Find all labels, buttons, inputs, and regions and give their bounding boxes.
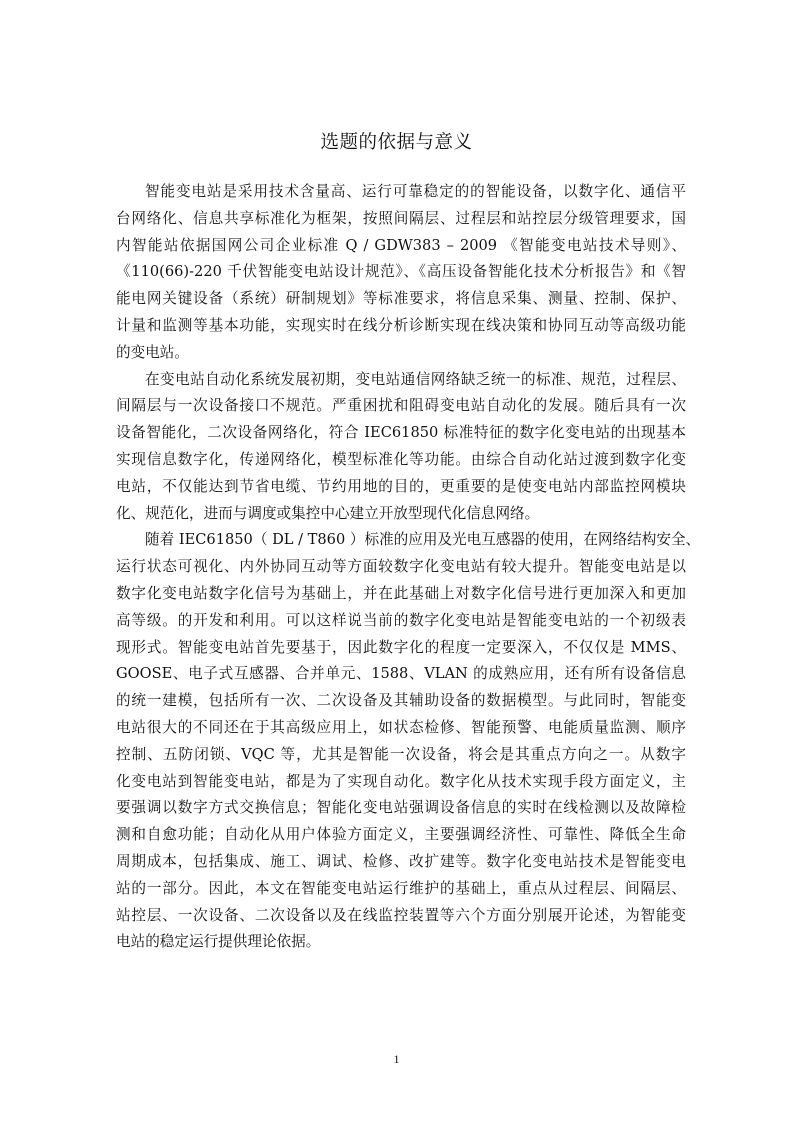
text-line: 周期成本，包括集成、施工、调试、检修、改扩建等。数字化变电站技术是智能变电 [116, 852, 686, 870]
text-line: 电站很大的不同还在于其高级应用上，如状态检修、智能预警、电能质量监测、顺序 [116, 718, 686, 736]
text-line: 数字化变电站数字化信号为基础上，并在此基础上对数字化信号进行更加深入和更加 [116, 584, 686, 602]
text-line: 计量和监测等基本功能，实现实时在线分析诊断实现在线决策和协同互动等高级功能 [116, 316, 686, 334]
text-line: 在变电站自动化系统发展初期，变电站通信网络缺乏统一的标准、规范，过程层、 [145, 370, 686, 388]
paragraph-3 [116, 527, 701, 956]
text-line: 能电网关键设备（系统）研制规划》等标准要求，将信息采集、测量、控制、保护、 [116, 290, 686, 308]
page-title: 选题的依据与意义 [320, 132, 473, 153]
text-line: 化变电站到智能变电站，都是为了实现自动化。数字化从技术实现手段方面定义，主 [116, 772, 686, 790]
text-line: 实现信息数字化，传递网络化，模型标准化等功能。由综合自动化站过渡到数字化变 [116, 450, 686, 468]
text-line: 高等级。的开发和利用。可以这样说当前的数字化变电站是智能变电站的一个初级表 [116, 611, 686, 629]
text-line: 站的一部分。因此，本文在智能变电站运行维护的基础上，重点从过程层、间隔层、 [116, 879, 686, 897]
text-line: 运行状态可视化、内外协同互动等方面较数字化变电站有较大提升。智能变电站是以 [116, 558, 686, 576]
text-line: 的统一建模，包括所有一次、二次设备及其辅助设备的数据模型。与此同时，智能变 [116, 692, 686, 710]
text-line: 现形式。智能变电站首先要基于，因此数字化的程度一定要深入，不仅仅是 MMS、 [116, 638, 686, 656]
text-line: 台网络化、信息共享标准化为框架，按照间隔层、过程层和站控层分级管理要求，国 [116, 209, 686, 227]
text-line: 智能变电站是采用技术含量高、运行可靠稳定的的智能设备，以数字化、通信平 [145, 183, 686, 200]
paragraph-1 [116, 179, 686, 367]
text-line: 化、规范化，进而与调度或集控中心建立开放型现代化信息网络。 [116, 504, 540, 522]
text-line: 的变电站。 [116, 343, 189, 361]
text-line: 随着 IEC61850（ DL / T860 ）标准的应用及光电互感器的使用，在网络结构安全、 [145, 531, 701, 549]
text-line: 电站的稳定运行提供理论依据。 [116, 933, 321, 951]
text-line: 测和自愈功能；自动化从用户体验方面定义，主要强调经济性、可靠性、降低全生命 [116, 826, 686, 844]
text-line: 内智能站依据国网公司企业标准 Q / GDW383 – 2009 《智能变电站技术导则》、 [116, 236, 686, 254]
text-line: GOOSE、电子式互感器、合并单元、1588、VLAN 的成熟应用，还有所有设备信息 [116, 665, 686, 683]
text-line: 设备智能化，二次设备网络化，符合 IEC61850 标准特征的数字化变电站的出现基本 [116, 424, 686, 442]
text-line: 《110(66)-220 千伏智能变电站设计规范》、《高压设备智能化技术分析报告》和《智 [116, 263, 686, 281]
page-number: 1 [393, 1052, 400, 1066]
text-line: 控制、五防闭锁、VQC 等，尤其是智能一次设备，将会是其重点方向之一。从数字 [116, 745, 686, 763]
text-line: 电站，不仅能达到节省电缆、节约用地的目的，更重要的是使变电站内部监控网模块 [116, 477, 686, 495]
body-text [116, 179, 701, 956]
text-line: 站控层、一次设备、二次设备以及在线监控装置等六个方面分别展开论述，为智能变 [116, 906, 686, 924]
text-line: 间隔层与一次设备接口不规范。严重困扰和阻碍变电站自动化的发展。随后具有一次 [116, 397, 686, 415]
paragraph-2 [116, 367, 686, 528]
text-line: 要强调以数字方式交换信息；智能化变电站强调设备信息的实时在线检测以及故障检 [116, 799, 686, 817]
